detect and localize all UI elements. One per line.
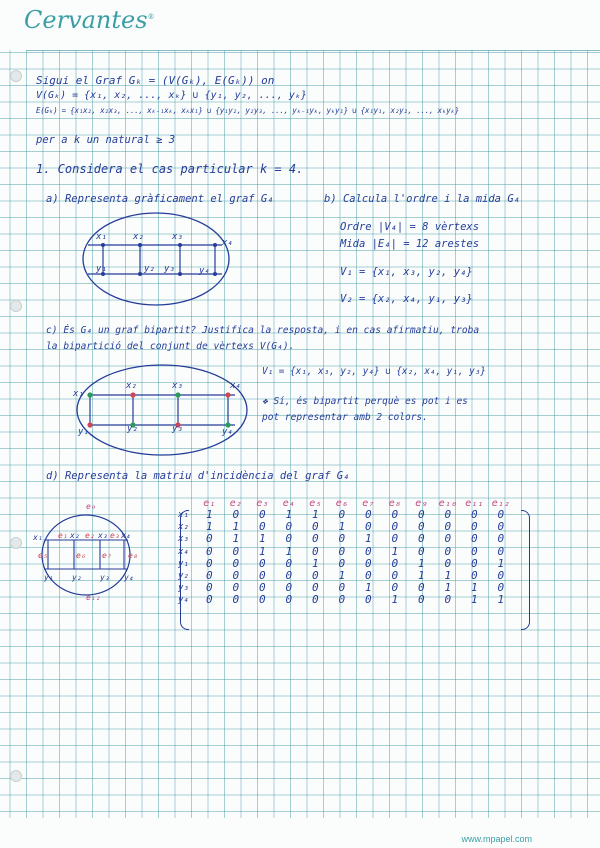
matrix-cell: 0 [417,581,425,595]
part-c-line-1: c) És G₄ un graf bipartit? Justifica la resposta, i en cas afirmatiu, troba [46,325,480,336]
matrix-cell: 0 [232,581,240,595]
matrix-row-label: y₁ [178,558,189,569]
matrix-cell: 0 [470,532,478,546]
matrix-cell: 0 [417,593,425,607]
matrix-row [178,521,514,533]
label-d-x1: x₁ [33,533,43,542]
part-c-sets: V₁ = {x₁, x₃, y₂, y₄} ∪ {x₂, x₄, y₁, y₃} [262,366,486,377]
matrix-col-header: e₁₀ [438,498,457,509]
matrix-row-label: y₄ [178,595,189,606]
matrix-col-header: e₄ [282,498,295,509]
intro-line-1: Sigui el Graf Gₖ = (V(Gₖ), E(Gₖ)) on [36,74,275,87]
matrix-cell: 0 [285,520,293,534]
edge-label-e9: e₉ [86,502,96,511]
matrix-cell: 0 [285,568,293,582]
matrix-cell: 0 [497,581,505,595]
matrix-right-bracket [521,510,530,630]
matrix-cell: 0 [444,593,452,607]
matrix-cell: 0 [232,544,240,558]
matrix-body [178,509,514,607]
edge-label-e12: e₁₂ [86,593,101,602]
matrix-cell: 0 [338,508,346,521]
matrix-col-header: e₁ [203,498,216,509]
matrix-cell: 1 [417,568,425,582]
matrix-cell: 0 [232,508,240,521]
matrix-row [178,570,514,582]
matrix-cell: 1 [338,568,346,582]
matrix-cell: 0 [285,556,293,570]
matrix-cell: 0 [391,581,399,595]
matrix-cell: 0 [205,568,213,582]
label-c-x4: x₄ [230,381,241,391]
matrix-cell: 1 [391,544,399,558]
matrix-cell: 0 [258,593,266,607]
intro-line-2: V(Gₖ) = {x₁, x₂, ..., xₖ} ∪ {y₁, y₂, ..., yₖ} [36,90,307,101]
part-c-answer-2: pot representar amb 2 colors. [262,412,428,423]
matrix-cell: 1 [232,520,240,534]
graph-d-outer-cycles [42,515,130,595]
matrix-cell: 0 [258,556,266,570]
label-c-y1: y₁ [78,427,89,437]
matrix-cell: 1 [205,508,213,521]
matrix-cell: 0 [338,556,346,570]
matrix-header [196,498,514,509]
matrix-cell: 1 [391,593,399,607]
matrix-cell: 0 [205,581,213,595]
matrix-row [178,509,514,521]
matrix-col-header: e₁₁ [465,498,484,509]
label-d-y2: y₂ [72,573,82,582]
matrix-cell: 0 [497,568,505,582]
matrix-cell: 1 [338,520,346,534]
matrix-cell: 0 [258,508,266,521]
label-x2: x₂ [133,232,144,242]
matrix-col-header: e₉ [415,498,428,509]
matrix-cell: 0 [391,532,399,546]
matrix-row-label: x₂ [178,522,189,533]
matrix-cell: 0 [258,568,266,582]
matrix-row-label: y₃ [178,583,189,594]
part-b-ordre: Ordre |V₄| = 8 vèrtexs [340,221,480,233]
label-c-x3: x₃ [172,381,183,391]
matrix-cell: 0 [311,593,319,607]
edge-label-e2: e₂ [85,531,95,540]
matrix-cell: 1 [470,593,478,607]
part-c-line-2: la bipartició del conjunt de vèrtexs V(G₄). [46,341,295,352]
matrix-row-label: x₄ [178,546,189,557]
incidence-matrix [178,498,514,607]
edge-label-e8: e₈ [128,551,138,560]
label-x1: x₁ [96,232,107,242]
matrix-cell: 0 [285,593,293,607]
part-b-title: b) Calcula l'ordre i la mida G₄ [324,193,520,205]
matrix-col-header: e₁₂ [491,498,510,509]
matrix-cell: 0 [232,556,240,570]
matrix-cell: 0 [470,556,478,570]
part-b-v2: V₂ = {x₂, x₄, y₁, y₃} [340,293,473,305]
part-c-answer-1: ❖ Sí, és bipartit perquè es pot i es [262,396,468,407]
edge-label-e5: e₅ [38,551,48,560]
label-c-y4: y₄ [222,427,233,437]
matrix-cell: 0 [417,520,425,534]
label-d-x4: x₄ [121,531,131,540]
matrix-cell: 0 [338,532,346,546]
matrix-cell: 0 [417,544,425,558]
matrix-cell: 0 [338,544,346,558]
matrix-cell: 1 [470,581,478,595]
part-b-mida: Mida |E₄| = 12 arestes [340,238,480,250]
matrix-cell: 0 [470,568,478,582]
matrix-cell: 0 [338,581,346,595]
matrix-row [178,558,514,570]
matrix-row [178,594,514,606]
matrix-cell: 0 [364,568,372,582]
matrix-cell: 0 [311,520,319,534]
matrix-cell: 1 [285,508,293,521]
label-c-x1: x₁ [73,389,84,399]
label-x3: x₃ [172,232,183,242]
matrix-cell: 1 [258,532,266,546]
matrix-cell: 0 [205,532,213,546]
matrix-cell: 0 [311,532,319,546]
matrix-cell: 1 [444,568,452,582]
matrix-cell: 0 [338,593,346,607]
intro-line-4: per a k un natural ≥ 3 [36,134,176,146]
matrix-cell: 0 [364,508,372,521]
matrix-cell: 1 [497,556,505,570]
matrix-col-header: e₇ [362,498,375,509]
intro-line-3: E(Gₖ) = {x₁x₂, x₂x₃, ..., xₖ₋₁xₖ, xₖx₁} ∪ {y₁y₂, y₂y₃, ..., yₖ₋₁yₖ, yₖy₁} ∪ {x₁y₁, x₂y₂, ..., xₖyₖ} [36,106,459,115]
matrix-cell: 0 [391,568,399,582]
matrix-cell: 0 [258,520,266,534]
label-d-y4: y₄ [124,573,134,582]
matrix-cell: 0 [285,581,293,595]
matrix-cell: 0 [364,544,372,558]
matrix-cell: 0 [232,568,240,582]
matrix-col-header: e₂ [229,498,242,509]
section-title: 1. Considera el cas particular k = 4. [36,162,304,176]
matrix-cell: 1 [364,581,372,595]
matrix-cell: 0 [470,508,478,521]
matrix-cell: 0 [364,556,372,570]
label-c-y2: y₂ [127,424,138,434]
matrix-cell: 0 [391,520,399,534]
matrix-cell: 1 [311,508,319,521]
cervantes-logo: Cervantes® [24,6,155,34]
label-d-x3: x₃ [98,531,108,540]
matrix-cell: 0 [364,520,372,534]
footer-url: www.mpapel.com [461,834,532,844]
edge-label-e6: e₆ [76,551,86,560]
edge-label-e1: e₁ [58,531,68,540]
matrix-cell: 0 [285,532,293,546]
label-d-y3: y₃ [100,573,110,582]
matrix-cell: 0 [258,581,266,595]
matrix-row [178,546,514,558]
edge-label-e3: e₃ [110,531,120,540]
matrix-cell: 0 [470,544,478,558]
matrix-cell: 0 [497,508,505,521]
matrix-cell: 0 [205,593,213,607]
matrix-cell: 0 [444,508,452,521]
matrix-cell: 0 [417,532,425,546]
matrix-cell: 0 [391,508,399,521]
matrix-cell: 1 [364,532,372,546]
matrix-cell: 0 [497,532,505,546]
matrix-cell: 0 [205,544,213,558]
matrix-cell: 1 [205,520,213,534]
matrix-row-label: x₃ [178,534,189,545]
matrix-cell: 0 [311,568,319,582]
label-y2: y₂ [144,264,155,274]
label-d-y1: y₁ [44,573,54,582]
matrix-cell: 0 [311,544,319,558]
matrix-cell: 1 [285,544,293,558]
label-y1: y₁ [96,264,107,274]
label-d-x2: x₂ [70,531,80,540]
matrix-cell: 0 [444,532,452,546]
matrix-col-header: e₆ [335,498,348,509]
part-b-v1: V₁ = {x₁, x₃, y₂, y₄} [340,266,473,278]
matrix-col-header: e₅ [309,498,322,509]
matrix-row [178,533,514,545]
matrix-cell: 0 [417,508,425,521]
matrix-cell: 0 [444,544,452,558]
label-y4: y₄ [199,266,210,276]
matrix-col-header: e₃ [256,498,269,509]
matrix-cell: 0 [232,593,240,607]
matrix-cell: 0 [311,581,319,595]
part-d-title: d) Representa la matriu d'incidència del graf G₄ [46,470,350,482]
matrix-cell: 1 [311,556,319,570]
matrix-cell: 0 [497,544,505,558]
part-a-title: a) Representa gràficament el graf G₄ [46,193,274,205]
matrix-cell: 0 [497,520,505,534]
matrix-cell: 0 [205,556,213,570]
label-c-x2: x₂ [126,381,137,391]
matrix-col-header: e₈ [388,498,401,509]
label-x4: x₄ [222,238,233,248]
matrix-cell: 0 [444,556,452,570]
label-c-y3: y₃ [172,424,183,434]
matrix-cell: 0 [444,520,452,534]
matrix-row-label: y₂ [178,570,189,581]
matrix-cell: 1 [232,532,240,546]
matrix-cell: 1 [444,581,452,595]
matrix-cell: 0 [391,556,399,570]
matrix-row-label: x₁ [178,510,189,520]
matrix-cell: 1 [497,593,505,607]
label-y3: y₃ [164,264,175,274]
matrix-row [178,582,514,594]
matrix-cell: 0 [364,593,372,607]
matrix-cell: 0 [470,520,478,534]
matrix-cell: 1 [417,556,425,570]
matrix-cell: 1 [258,544,266,558]
edge-label-e7: e₇ [102,551,112,560]
